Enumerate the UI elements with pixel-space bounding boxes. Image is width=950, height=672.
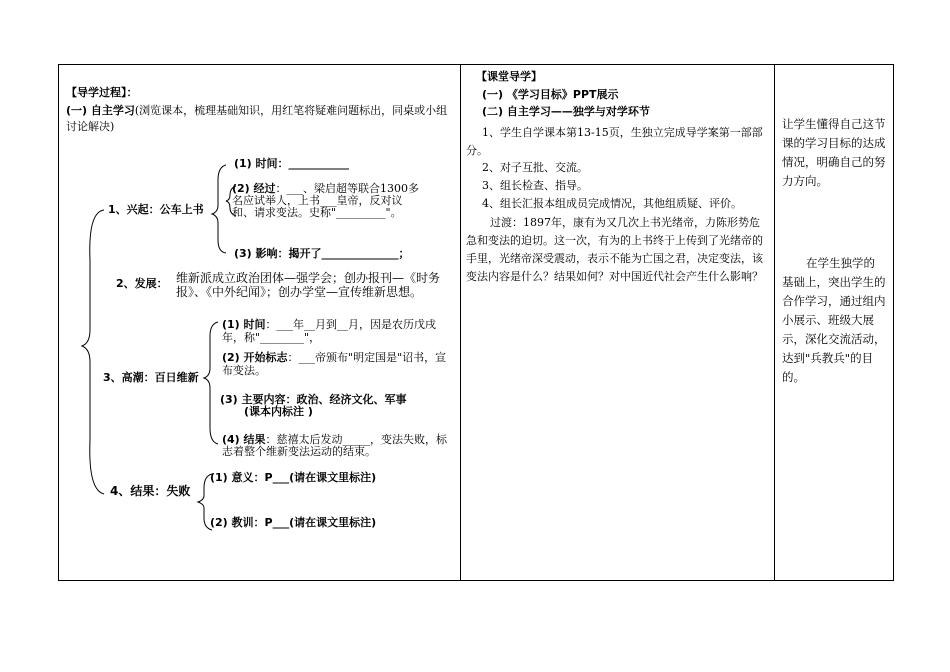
main-brace [82,210,104,494]
section-1-header [66,103,454,135]
brace-section-3 [204,322,218,444]
s3-item-1-label: (1) 时间 [222,318,266,331]
s3-item-3: (3) 主要内容：政治、经济文化、军事 [220,393,407,406]
brace-section-1 [212,165,226,253]
section-1-desc: (浏览课本，梳理基础知识，用红笔将疑难问题标出，同桌或小组讨论解决) [66,104,448,133]
middle-paragraph-1: 1、学生自学课本第13-15页，生独立完成导学案第一部部分。 [466,126,763,157]
section-1-title: (一) 自主学习 [66,104,135,117]
s1-item-2-text: ：___、梁启超等联合1300多名应试举人，上书___皇帝，反对议和、请求变法。史称"_________"。 [232,182,420,219]
s2-text: 维新派成立政治团体—强学会；创办报刊—《时务报》、《中外纪闻》；创办学堂—宣传维新思想。 [176,271,441,299]
s1-item-2-label: (2) 经过 [232,182,276,195]
middle-paragraph-4: 4、组长汇报本组成员完成情况，其他组质疑、评价。 [482,197,742,210]
s3-item-2-text: ：___帝颁布"明定国是"诏书，宣布变法。 [222,351,447,377]
s1-item-3: (3) 影响：揭开了______________； [234,247,410,260]
middle-paragraph-2: 2、对子互批、交流。 [482,161,588,174]
right-paragraph-1: 让学生懂得自己这节课的学习目标的达成情况，明确自己的努力方向。 [782,117,886,188]
s3-item-2 [222,351,452,377]
guide-process-heading: 【导学过程】： [66,86,138,99]
s1-label: 1、兴起：公车上书 [108,203,204,216]
s3-item-1-text: ：___年__月到__月，因是农历戊戌年，称"________"， [222,318,437,344]
s4-item-1: (1) 意义：P___(请在课文里标注) [210,471,377,484]
middle-paragraph-5: 过渡：1897年，康有为又几次上书光绪帝，力陈形势危急和变法的迫切。这一次，有为的上书终于上传到了光绪帝的手里，光绪帝深受震动，表示不能为亡国之君，决定变法，该变法内容是什么？结果如何？对中国近代社会产生什么影响？ [466,216,763,283]
s1-item-1: (1) 时间：___________ [234,157,350,170]
s1-item-2 [232,183,422,219]
s3-item-3-note: (课本内标注 ) [244,405,313,418]
s4-item-2: (2) 教训：P___(请在课文里标注) [210,516,377,529]
middle-item-1: (一) 《学习目标》PPT展示 [482,88,619,101]
s3-item-4-label: (4) 结果 [222,433,266,446]
s3-label: 3、高潮：百日维新 [103,371,199,384]
s3-item-4-text: ：慈禧太后发动_____，变法失败，标志着整个维新变法运动的结束。 [222,433,448,458]
classroom-guide-heading: 【课堂导学】 [476,70,542,83]
right-paragraph-2: 在学生独学的基础上，突出学生的合作学习，通过组内小展示、班级大展示，深化交流活动，达到"兵教兵"的目的。 [782,256,886,384]
middle-item-2: (二) 自主学习——独学与对学环节 [482,105,650,118]
s3-item-1 [222,318,452,344]
s3-item-2-label: (2) 开始标志 [222,351,288,364]
s2-label: 2、发展： [116,277,168,290]
middle-paragraph-3: 3、组长检查、指导。 [482,179,588,192]
s4-label: 4、结果：失败 [110,484,191,498]
s3-item-4 [222,434,452,458]
